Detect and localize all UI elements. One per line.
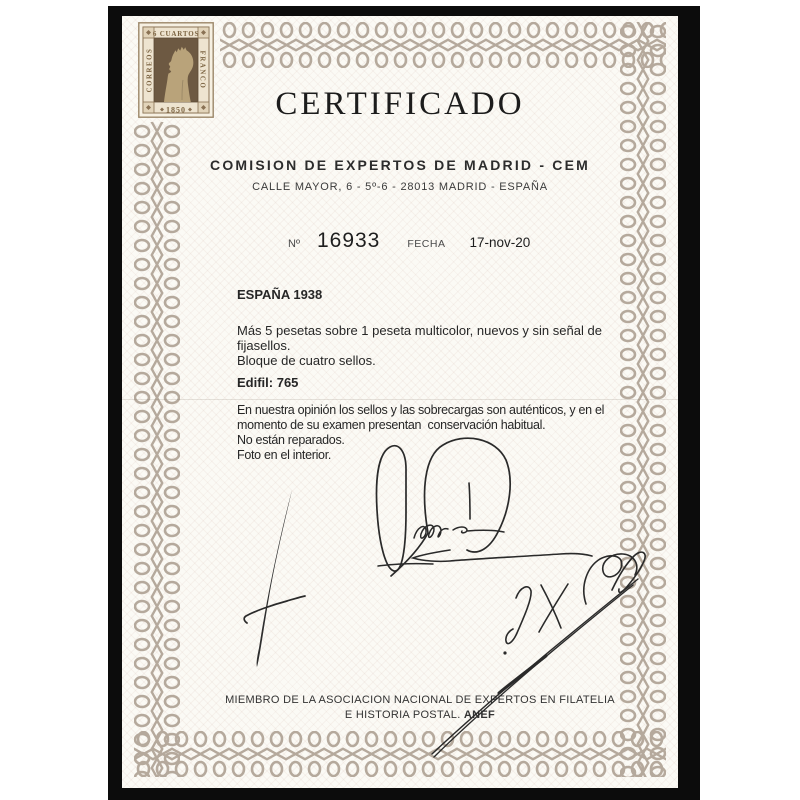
signature-dot xyxy=(503,651,506,654)
signature-paraph xyxy=(434,585,633,757)
country-year-heading: ESPAÑA 1938 xyxy=(237,287,323,302)
signature-left xyxy=(244,490,305,667)
signature-stroke xyxy=(539,584,568,632)
signature-stroke xyxy=(506,587,531,644)
signature-stroke xyxy=(244,596,305,623)
catalog-reference: Edifil: 765 xyxy=(237,375,299,390)
signature-stroke xyxy=(414,525,448,538)
signature-paraph xyxy=(499,656,546,693)
number-label: Nº xyxy=(288,238,300,250)
border-chain-left xyxy=(134,122,180,777)
border-chain-top xyxy=(220,22,666,68)
footer-line-1: MIEMBRO DE LA ASOCIACION NACIONAL DE EXPERTOS EN FILATELIA xyxy=(225,694,615,706)
description-line: Bloque de cuatro sellos. xyxy=(237,353,376,368)
footer-anef-bold: ANEF xyxy=(463,709,496,721)
signature-right xyxy=(432,552,645,757)
signature-stroke xyxy=(391,438,510,576)
opinion-line: En nuestra opinión los sellos y las sobrecargas son auténticos, y en el xyxy=(237,403,605,417)
opinion-line: No están reparados. xyxy=(237,433,345,447)
stamp-right-label: FRANCO xyxy=(198,50,206,90)
organization-name: COMISION DE EXPERTOS DE MADRID - CEM xyxy=(210,157,590,173)
description-line: Más 5 pesetas sobre 1 peseta multicolor, nuevos y sin señal de xyxy=(237,323,602,338)
signature-center xyxy=(377,438,592,576)
chain-pattern xyxy=(134,122,180,777)
reference-row xyxy=(288,229,530,253)
signature-stroke xyxy=(469,483,470,519)
signature-stroke xyxy=(378,564,433,566)
certificate-date: 17-nov-20 xyxy=(469,235,531,250)
stamp-top-label: 6 CUARTOS xyxy=(152,29,200,38)
signature-stroke xyxy=(413,550,592,561)
footer-line-2-text: E HISTORIA POSTAL. xyxy=(344,709,464,721)
chain-pattern xyxy=(220,22,666,68)
date-label: FECHA xyxy=(407,238,446,250)
opinion-line: momento de su examen presentan conservación habitual. xyxy=(237,418,546,432)
signature-stroke xyxy=(257,490,292,667)
certificate-title: CERTIFICADO xyxy=(275,86,525,122)
certificate-number: 16933 xyxy=(316,229,381,252)
organization-address: CALLE MAYOR, 6 - 5º-6 - 28013 MADRID - ESPAÑA xyxy=(252,181,548,193)
description-line: fijasellos. xyxy=(237,338,291,353)
stamp-left-label: CORREOS xyxy=(146,47,154,93)
signature-stroke xyxy=(541,585,561,628)
signature-stroke xyxy=(453,527,504,533)
expert-signatures xyxy=(230,420,660,765)
stamp-year-label: 1850 xyxy=(166,105,186,115)
opinion-line: Foto en el interior. xyxy=(237,448,332,462)
signature-stroke xyxy=(377,446,406,571)
